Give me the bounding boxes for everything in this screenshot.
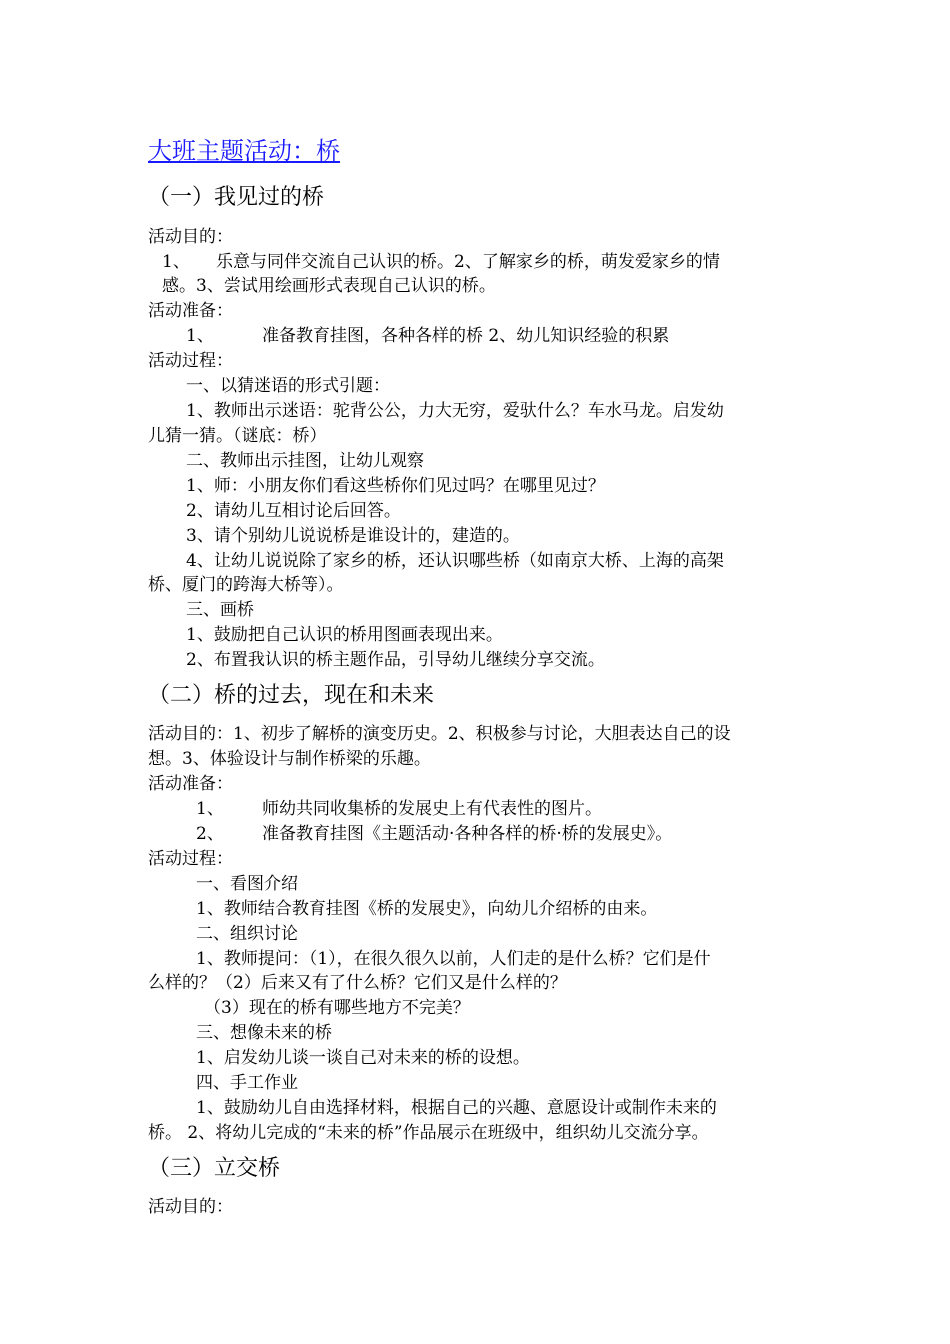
step-heading: 一、以猜迷语的形式引题： [186, 376, 390, 396]
label-activity-goal: 活动目的： [148, 227, 233, 247]
paragraph-line: 乐意与同伴交流自己认识的桥。2、了解家乡的桥，萌发爱家乡的情 [216, 252, 720, 272]
label-activity-goal: 活动目的： [148, 1197, 233, 1217]
paragraph-line: 桥。 2、将幼儿完成的“未来的桥”作品展示在班级中，组织幼儿交流分享。 [148, 1123, 709, 1143]
list-number: 1、 [162, 252, 190, 272]
step-heading: 三、想像未来的桥 [196, 1023, 332, 1043]
paragraph-line: 1、教师提问：（1），在很久很久以前，人们走的是什么桥？它们是什 [196, 949, 711, 969]
section-heading-3: （三）立交桥 [148, 1156, 281, 1181]
paragraph-line: 想。3、体验设计与制作桥梁的乐趣。 [148, 749, 431, 769]
paragraph-line: 2、布置我认识的桥主题作品，引导幼儿继续分享交流。 [186, 650, 605, 670]
paragraph-line: 活动目的：1、初步了解桥的演变历史。2、积极参与讨论，大胆表达自己的设 [148, 724, 731, 744]
paragraph-line: 1、教师结合教育挂图《桥的发展史》，向幼儿介绍桥的由来。 [196, 899, 658, 919]
paragraph-line: 桥、厦门的跨海大桥等）。 [148, 575, 344, 595]
paragraph-line: （3）现在的桥有哪些地方不完美？ [204, 998, 470, 1018]
paragraph-line: 2、请幼儿互相讨论后回答。 [186, 501, 401, 521]
step-heading: 一、看图介绍 [196, 874, 298, 894]
step-heading: 四、手工作业 [196, 1073, 298, 1093]
label-activity-prep: 活动准备： [148, 301, 233, 321]
label-activity-process: 活动过程： [148, 849, 233, 869]
paragraph-line: 准备教育挂图，各种各样的桥 2、幼儿知识经验的积累 [262, 326, 670, 346]
paragraph-line: 1、启发幼儿谈一谈自己对未来的桥的设想。 [196, 1048, 530, 1068]
paragraph-line: 师幼共同收集桥的发展史上有代表性的图片。 [262, 799, 602, 819]
paragraph-line: 准备教育挂图《主题活动·各种各样的桥·桥的发展史》。 [262, 824, 673, 844]
document-title[interactable]: 大班主题活动：桥 [148, 137, 340, 165]
paragraph-line: 3、请个别幼儿说说桥是谁设计的，建造的。 [186, 526, 520, 546]
label-activity-process: 活动过程： [148, 351, 233, 371]
label-activity-prep: 活动准备： [148, 774, 233, 794]
paragraph-line: 1、鼓励把自己认识的桥用图画表现出来。 [186, 625, 503, 645]
paragraph-line: 1、师：小朋友你们看这些桥你们见过吗？在哪里见过？ [186, 476, 605, 496]
step-heading: 二、组织讨论 [196, 924, 298, 944]
paragraph-line: 儿猜一猜。（谜底：桥） [148, 426, 327, 446]
paragraph-line: 1、鼓励幼儿自由选择材料，根据自己的兴趣、意愿设计或制作未来的 [196, 1098, 717, 1118]
paragraph-line: 4、让幼儿说说除了家乡的桥，还认识哪些桥（如南京大桥、上海的高架 [186, 551, 724, 571]
list-number: 2、 [196, 824, 224, 844]
paragraph-line: 1、教师出示迷语：驼背公公，力大无穷，爱驮什么？车水马龙。启发幼 [186, 401, 724, 421]
list-number: 1、 [186, 326, 214, 346]
section-heading-1: （一）我见过的桥 [148, 185, 325, 210]
paragraph-line: 感。3、尝试用绘画形式表现自己认识的桥。 [162, 276, 496, 296]
list-number: 1、 [196, 799, 224, 819]
step-heading: 二、教师出示挂图，让幼儿观察 [186, 451, 424, 471]
paragraph-line: 么样的？（2）后来又有了什么桥？它们又是什么样的？ [148, 973, 567, 993]
section-heading-2: （二）桥的过去，现在和未来 [148, 683, 435, 708]
step-heading: 三、画桥 [186, 600, 254, 620]
